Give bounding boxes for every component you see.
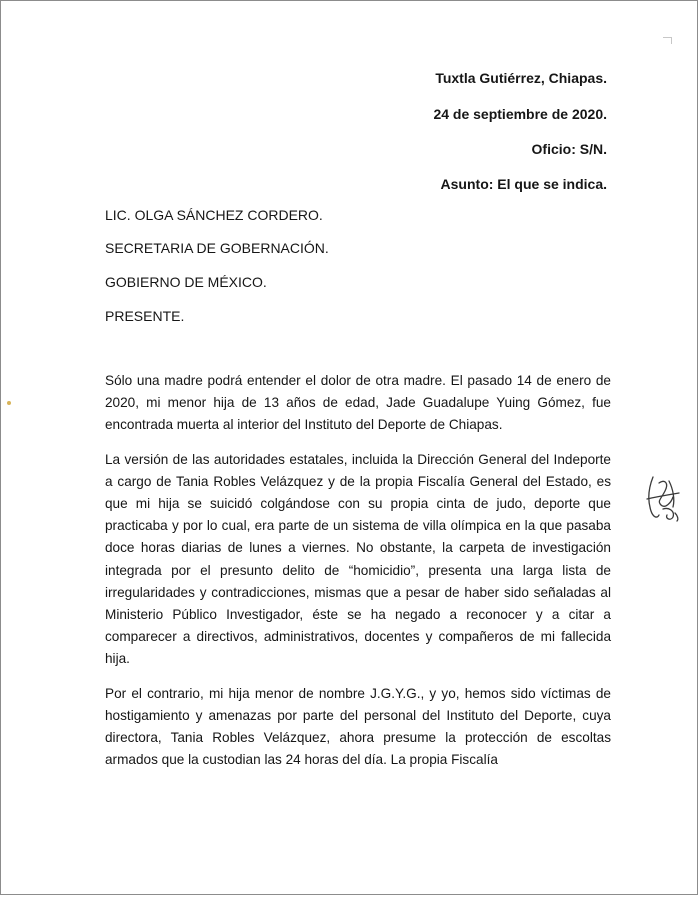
signature-icon (639, 469, 685, 525)
header-date: 24 de septiembre de 2020. (433, 106, 607, 122)
body-paragraph-3: Por el contrario, mi hija menor de nombre J.G.Y.G., y yo, hemos sido víctimas de hostigamiento y amenazas por parte del personal del Instituto del Deporte, cuya directora, Tania Robles Velázquez, ahora presume la protección de escoltas armados que la custodian las 24 horas del día. La propia Fiscalía (105, 685, 611, 768)
header-place: Tuxtla Gutiérrez, Chiapas. (435, 70, 607, 86)
margin-dot (7, 401, 11, 405)
body-paragraph-2: La versión de las autoridades estatales, incluida la Dirección General del Indeporte a cargo de Tania Robles Velázquez y de la propia Fiscalía General del Estado, es que mi hija se suicidó colgándose con su propia cinta de judo, deporte que practicaba y por lo cual, era parte de un sistema de villa olímpica en la que pasaba doce horas diarias de lunes a viernes. No obstante, la carpeta de investigación integrada por el presunto delito de “homicidio”, presenta una larga lista de irregularidades y contradicciones, mismas que a pesar de haber sido señaladas al Ministerio Público Investigador, éste se ha negado a reconocer y a citar a comparecer a directivos, administrativos, docentes y compañeros de mi fallecida hija. (105, 451, 611, 667)
header-asunto: Asunto: El que se indica. (440, 176, 607, 192)
addressee-presente: PRESENTE. (105, 308, 185, 324)
header-oficio: Oficio: S/N. (531, 141, 607, 157)
addressee-name: LIC. OLGA SÁNCHEZ CORDERO. (105, 207, 323, 223)
addressee-institution: GOBIERNO DE MÉXICO. (105, 274, 267, 290)
body-paragraph-1: Sólo una madre podrá entender el dolor de otra madre. El pasado 14 de enero de 2020, mi menor hija de 13 años de edad, Jade Guadalupe Yuing Gómez, fue encontrada muerta al interior del Instituto del Deporte de Chiapas. (105, 373, 611, 433)
letter-body (105, 370, 611, 783)
page-corner-mark (663, 37, 672, 44)
addressee-position: SECRETARIA DE GOBERNACIÓN. (105, 240, 329, 256)
